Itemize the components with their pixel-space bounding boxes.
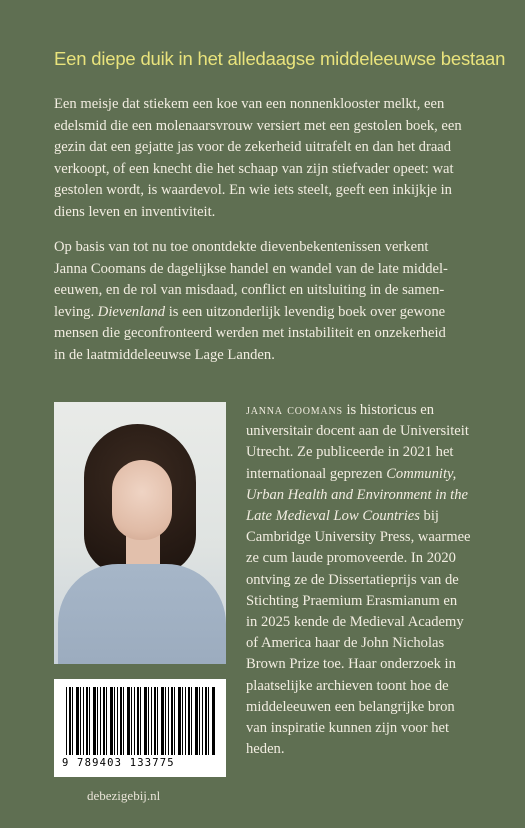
blurb-line: mensen die geconfronteerd werden met instabiliteit en onzekerheid [54, 325, 446, 341]
blurb-text: is een uitzonderlijk levendig boek over gewone [165, 303, 446, 320]
author-bio [246, 400, 486, 760]
bio-line: Brown Prize toe. Haar onderzoek in [246, 656, 456, 673]
blurb-line: Op basis van tot nu toe onontdekte dievenbekentenissen verkent [54, 239, 429, 255]
blurb-line: verkoopt, of een knecht die het schaap van zijn stiefvader opeet: wat [54, 160, 454, 177]
bio-text: internationaal geprezen [246, 465, 387, 482]
barcode [54, 679, 226, 777]
barcode-bars [66, 687, 216, 755]
blurb-line: in de laatmiddeleeuwse Lage Landen. [54, 346, 275, 363]
bio-line [246, 485, 486, 506]
bio-line [246, 506, 486, 527]
book-title: Dievenland [97, 303, 166, 320]
blurb-paragraph-2 [54, 237, 474, 366]
bio-line: in 2025 kende de Medieval Academy [246, 614, 464, 631]
bio-text: bij [419, 508, 439, 525]
bio-line: van inspiratie kunnen zijn voor het [246, 720, 450, 737]
bio-line: universitair docent aan de Universiteit [246, 423, 469, 440]
bio-line: Stichting Praemium Erasmianum en [246, 592, 458, 609]
isbn-number: 9 789403 133775 [62, 757, 175, 769]
bio-text: is historicus en [342, 402, 435, 418]
bio-line: middeleeuwen een belangrijke bron [246, 698, 455, 715]
bio-line: ze cum laude promoveerde. In 2020 [246, 550, 456, 567]
blurb-text: leving. [54, 303, 98, 320]
bio-line: of America haar de John Nicholas [246, 635, 445, 652]
bio-line: heden. [246, 741, 285, 758]
blurb-line: eeuwen, en de rol van misdaad, conflict en uitsluiting in de samen- [54, 282, 445, 298]
blurb-line [54, 302, 474, 324]
dissertation-title: Urban Health and Environment in the [246, 486, 468, 503]
blurb-line: Een meisje dat stiekem een koe van een nonnenklooster melkt, een [54, 96, 445, 112]
bio-line [246, 464, 486, 485]
blurb-line: Janna Coomans de dagelijkse handel en wandel van de late middel- [54, 260, 448, 277]
bio-line: ontving ze de Dissertatieprijs van de [246, 571, 459, 588]
blurb-paragraph-1 [54, 94, 474, 223]
bio-line: plaatselijke archieven toont hoe de [246, 677, 449, 694]
blurb-line: gezin dat een gejatte jas voor de zekerheid uitrafelt en dan het draad [54, 139, 452, 155]
author-photo-sweater [58, 564, 226, 664]
author-name: janna coomans [246, 402, 343, 418]
headline: Een diepe duik in het alledaagse middeleeuwse bestaan [54, 48, 506, 69]
publisher-website: debezigebij.nl [87, 788, 161, 803]
author-photo [54, 402, 226, 664]
blurb-line: gestolen wordt, is waardevol. En wie iets steelt, geeft een inkijkje in [54, 182, 452, 198]
author-photo-face [112, 460, 172, 540]
bio-line: Cambridge University Press, waarmee [246, 529, 471, 546]
blurb-line: diens leven en inventiviteit. [54, 203, 216, 220]
blurb-line: edelsmid die een molenaarsvrouw versiert met een gestolen boek, een [54, 117, 462, 134]
dissertation-title: Late Medieval Low Countries [246, 508, 420, 525]
bio-line: Utrecht. Ze publiceerde in 2021 het [246, 444, 454, 461]
bio-line [246, 400, 486, 421]
dissertation-title: Community, [386, 465, 457, 482]
